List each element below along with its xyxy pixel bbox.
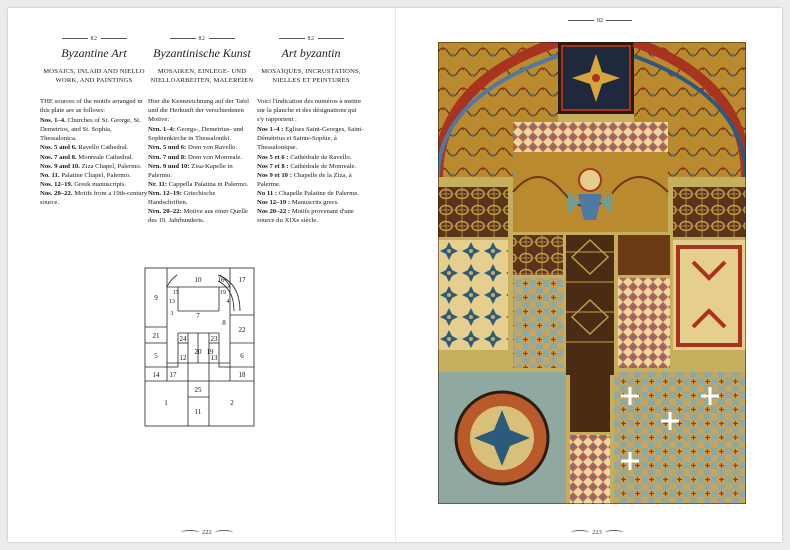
- entry: Nos. 9 and 10. Ziza Chapel, Palermo.: [40, 162, 142, 170]
- entry: Nos 9 et 10 : Chapelle de la Ziza, à Palerme.: [257, 171, 352, 188]
- entry: Nrn. 9 und 10: Zisa-Kapelle in Palermo.: [148, 162, 233, 179]
- column-english: [40, 36, 148, 207]
- key-label: 11: [194, 408, 202, 416]
- entry: Nrn. 1–4: Georgs-, Demetrius- und Sophienkirche in Thessaloniki.: [148, 126, 244, 143]
- entry: Nrn. 12–19: Griechische Handschriften.: [148, 189, 216, 207]
- key-label: 19: [220, 290, 226, 296]
- column-german: [148, 36, 256, 225]
- plate-number-right: 82: [565, 18, 635, 24]
- intro-text: Voici l'indication des numéros à mettre sur la planche et des désignations qui s'y rapportent :: [257, 98, 362, 124]
- column-title: Byzantinische Kunst: [153, 46, 251, 60]
- key-label: 15: [173, 290, 179, 296]
- key-label: 5: [154, 352, 158, 360]
- entry: Nos 7 et 8 : Cathédrale de Monreale.: [257, 162, 357, 170]
- column-subtitle: MOSAIKEN, EINLEGE- UND NIELLOARBEITEN, MALEREIEN: [150, 68, 254, 84]
- key-label: 6: [240, 352, 244, 360]
- key-label: 18: [238, 371, 246, 379]
- ornament-plate-image: [438, 42, 746, 504]
- key-label: 25: [194, 386, 202, 394]
- key-label: 1: [164, 399, 168, 407]
- plate-number: 82: [257, 36, 365, 42]
- plate-number: 82: [40, 36, 148, 42]
- key-label: 3: [170, 311, 174, 317]
- intro-text: THE sources of the motifs arranged in this plate are as follows:: [40, 98, 143, 115]
- column-body: [40, 97, 148, 207]
- entry: Nrn. 20–22: Motive aus einer Quelle des 19. Jahrhunderts.: [148, 208, 248, 225]
- entry: Nos. 5 and 6. Ravello Cathedral.: [40, 144, 129, 152]
- key-label: 17: [169, 371, 177, 379]
- key-label: 17: [238, 276, 246, 284]
- column-subtitle: MOSAÏQUES, INCRUSTATIONS, NIELLES ET PEINTURES: [261, 68, 361, 84]
- column-body: [148, 97, 256, 225]
- folio-left: 222: [178, 529, 236, 536]
- column-title: Art byzantin: [281, 46, 341, 60]
- key-label: 22: [238, 326, 246, 334]
- key-label: 13: [210, 354, 218, 362]
- key-label: 4: [226, 299, 230, 305]
- entry: Nos. 7 and 8. Monreale Cathedral.: [40, 153, 134, 161]
- entry: No. 11. Palatine Chapel, Palermo.: [40, 171, 131, 179]
- entry: Nos 5 et 6 : Cathédrale de Ravello.: [257, 153, 352, 161]
- key-label: 16: [217, 276, 225, 284]
- intro-text: Hier die Kennzeichnung auf der Tafel und die Herkunft der verschiedenen Motive:: [148, 98, 249, 124]
- entry: Nos 12–19 : Manuscrits grecs.: [257, 199, 339, 207]
- plate-number: 82: [148, 36, 256, 42]
- key-label: 19: [206, 348, 214, 356]
- entry: No 11 : Chapelle Palatine de Palerme.: [257, 189, 359, 197]
- folio-right: 223: [568, 529, 626, 536]
- key-label: 20: [194, 348, 202, 356]
- entry: Nos 20–22 : Motifs provenant d'une source du XIXe siècle.: [257, 208, 354, 225]
- key-label: 8: [222, 319, 226, 327]
- entry: Nrn. 7 und 8: Dom von Monreale.: [148, 153, 242, 161]
- entry: Nrn. 5 und 6: Dom von Ravello.: [148, 144, 238, 152]
- entry: Nos. 20–22. Motifs from a 19th-century source.: [40, 189, 148, 207]
- column-french: [257, 36, 365, 225]
- column-body: [257, 97, 365, 225]
- entry: Nos 1–4 : Eglises Saint-Georges, Saint-Démétrius et Sainte-Sophie, à Thessalonique.: [257, 126, 364, 152]
- key-label: 23: [210, 335, 218, 343]
- key-label: 2: [230, 399, 234, 407]
- key-label: 24: [179, 335, 187, 343]
- key-label: 21: [152, 332, 160, 340]
- key-label: 12: [179, 354, 187, 362]
- entry: Nos. 1–4. Churches of St. George, St. Demetrios, and St. Sophia, Thessalonica.: [40, 117, 141, 143]
- entry: Nr. 11: Cappella Palatina in Palermo.: [148, 180, 249, 188]
- key-label: 14: [152, 371, 160, 379]
- key-label: 13: [169, 299, 175, 305]
- column-subtitle: MOSAICS, INLAID AND NIELLO WORK, AND PAINTINGS: [43, 68, 145, 84]
- page-gutter: [395, 8, 396, 542]
- entry: Nos. 12–19. Greek manuscripts.: [40, 180, 127, 188]
- plate-key-diagram: [144, 267, 256, 429]
- key-label: 9: [154, 294, 158, 302]
- column-title: Byzantine Art: [61, 46, 127, 60]
- key-label: 7: [196, 312, 200, 320]
- key-label: 10: [194, 276, 202, 284]
